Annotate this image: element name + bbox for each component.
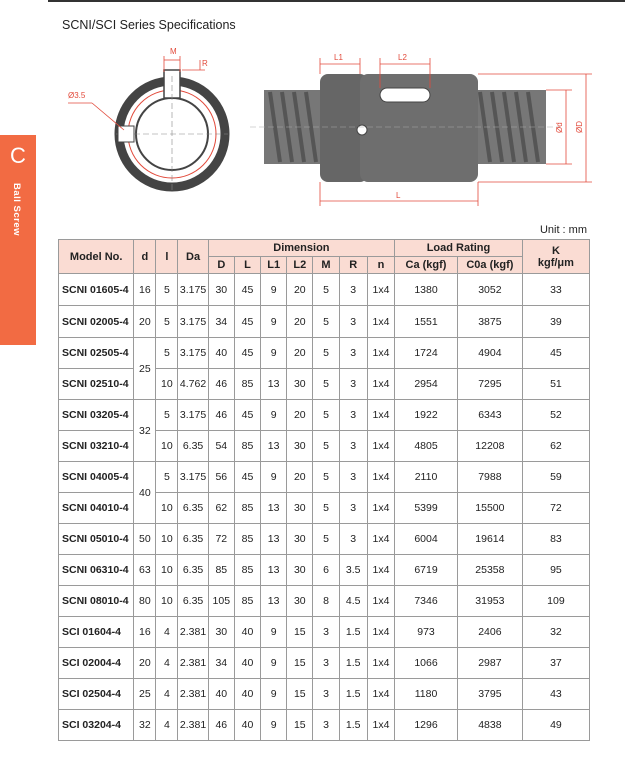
cell-da: 3.175 [178, 462, 208, 493]
cell-d: 16 [134, 617, 156, 648]
cell-l1: 13 [261, 524, 287, 555]
cell-r: 3 [339, 431, 367, 462]
cell-d: 40 [134, 462, 156, 524]
cell-d: 30 [208, 274, 234, 306]
cell-l2: 15 [287, 710, 313, 741]
cell-ca: 1922 [395, 400, 458, 431]
header-d: d [134, 240, 156, 274]
cell-model: SCNI 04010-4 [59, 493, 134, 524]
cell-model: SCI 02004-4 [59, 648, 134, 679]
cell-m: 5 [313, 524, 339, 555]
cell-ca: 5399 [395, 493, 458, 524]
cell-model: SCNI 01605-4 [59, 274, 134, 306]
table-row [59, 679, 590, 710]
header-dim-L2: L2 [287, 257, 313, 274]
cell-l2: 20 [287, 306, 313, 338]
cell-ca: 7346 [395, 586, 458, 617]
cell-da: 2.381 [178, 617, 208, 648]
cell-d: 85 [208, 555, 234, 586]
cell-da: 3.175 [178, 306, 208, 338]
cell-model: SCNI 03205-4 [59, 400, 134, 431]
cell-l1: 9 [261, 617, 287, 648]
cell-l: 5 [156, 338, 178, 369]
table-row [59, 462, 590, 493]
cell-m: 5 [313, 338, 339, 369]
label-l1: L1 [334, 53, 343, 62]
header-dim-M: M [313, 257, 339, 274]
cell-k: 52 [522, 400, 589, 431]
cell-model: SCNI 03210-4 [59, 431, 134, 462]
cell-da: 6.35 [178, 586, 208, 617]
header-dim-L1: L1 [261, 257, 287, 274]
cell-l: 10 [156, 431, 178, 462]
cell-d: 72 [208, 524, 234, 555]
cell-ca: 2954 [395, 369, 458, 400]
cell-l1: 13 [261, 431, 287, 462]
cell-model: SCI 02504-4 [59, 679, 134, 710]
cell-l2: 15 [287, 617, 313, 648]
cell-k: 51 [522, 369, 589, 400]
cell-l: 5 [156, 400, 178, 431]
cell-c0a: 2406 [457, 617, 522, 648]
cell-ca: 1724 [395, 338, 458, 369]
header-dim-n: n [367, 257, 394, 274]
table-row [59, 586, 590, 617]
cell-l2: 20 [287, 462, 313, 493]
header-load-rating: Load Rating [395, 240, 523, 257]
cell-k: 59 [522, 462, 589, 493]
cell-c0a: 31953 [457, 586, 522, 617]
header-l: l [156, 240, 178, 274]
cell-ca: 1296 [395, 710, 458, 741]
cell-c0a: 3795 [457, 679, 522, 710]
cell-c0a: 19614 [457, 524, 522, 555]
cell-da: 3.175 [178, 274, 208, 306]
cell-l2: 30 [287, 493, 313, 524]
header-da: Da [178, 240, 208, 274]
cell-d: 56 [208, 462, 234, 493]
cell-l1: 9 [261, 462, 287, 493]
cell-n: 1x4 [367, 493, 394, 524]
cell-m: 3 [313, 710, 339, 741]
label-r: R [202, 59, 208, 68]
cell-n: 1x4 [367, 586, 394, 617]
cell-c0a: 7295 [457, 369, 522, 400]
cell-l: 5 [156, 306, 178, 338]
cell-n: 1x4 [367, 400, 394, 431]
header-c0a: C0a (kgf) [457, 257, 522, 274]
cell-da: 6.35 [178, 524, 208, 555]
cell-l2: 30 [287, 524, 313, 555]
cell-l1: 9 [261, 400, 287, 431]
cell-l: 45 [234, 274, 260, 306]
cell-l2: 30 [287, 369, 313, 400]
cell-d: 46 [208, 369, 234, 400]
cell-r: 3 [339, 400, 367, 431]
cell-ca: 4805 [395, 431, 458, 462]
cell-d: 40 [208, 679, 234, 710]
cell-k: 43 [522, 679, 589, 710]
cell-k: 83 [522, 524, 589, 555]
cell-r: 4.5 [339, 586, 367, 617]
label-m: M [170, 47, 177, 56]
section-letter: C [10, 143, 26, 168]
cell-l1: 9 [261, 338, 287, 369]
table-row [59, 524, 590, 555]
section-label: Ball Screw [11, 183, 22, 237]
cell-da: 2.381 [178, 648, 208, 679]
cell-d: 20 [134, 648, 156, 679]
cell-k: 72 [522, 493, 589, 524]
table-row [59, 648, 590, 679]
cell-model: SCNI 02005-4 [59, 306, 134, 338]
table-row [59, 617, 590, 648]
cell-n: 1x4 [367, 462, 394, 493]
cell-n: 1x4 [367, 617, 394, 648]
cell-l: 10 [156, 586, 178, 617]
cell-r: 1.5 [339, 648, 367, 679]
cell-l: 85 [234, 493, 260, 524]
cell-d: 105 [208, 586, 234, 617]
cell-d: 30 [208, 617, 234, 648]
table-row [59, 555, 590, 586]
header-ca: Ca (kgf) [395, 257, 458, 274]
cell-c0a: 25358 [457, 555, 522, 586]
cell-k: 32 [522, 617, 589, 648]
side-view [250, 53, 592, 206]
cell-k: 45 [522, 338, 589, 369]
cell-l: 45 [234, 462, 260, 493]
cell-l: 40 [234, 679, 260, 710]
cell-l1: 13 [261, 555, 287, 586]
nut-drawing [0, 0, 625, 230]
cell-n: 1x4 [367, 274, 394, 306]
cell-model: SCNI 02505-4 [59, 338, 134, 369]
cell-model: SCNI 02510-4 [59, 369, 134, 400]
cell-k: 95 [522, 555, 589, 586]
cell-ca: 1180 [395, 679, 458, 710]
cell-n: 1x4 [367, 524, 394, 555]
cell-d: 50 [134, 524, 156, 555]
cell-model: SCI 01604-4 [59, 617, 134, 648]
cell-d: 80 [134, 586, 156, 617]
table-row [59, 306, 590, 338]
cell-model: SCNI 06310-4 [59, 555, 134, 586]
cell-l2: 20 [287, 274, 313, 306]
cell-r: 1.5 [339, 679, 367, 710]
cell-d: 25 [134, 338, 156, 400]
cell-l2: 30 [287, 555, 313, 586]
cell-c0a: 12208 [457, 431, 522, 462]
cell-d: 62 [208, 493, 234, 524]
cell-da: 2.381 [178, 710, 208, 741]
header-dim-L: L [234, 257, 260, 274]
cell-c0a: 2987 [457, 648, 522, 679]
header-dim-D: D [208, 257, 234, 274]
cell-r: 3 [339, 369, 367, 400]
cell-l: 85 [234, 369, 260, 400]
cell-c0a: 3052 [457, 274, 522, 306]
header-k-label: K [551, 244, 560, 257]
cell-l: 10 [156, 555, 178, 586]
cell-m: 5 [313, 431, 339, 462]
cell-c0a: 3875 [457, 306, 522, 338]
cell-l1: 9 [261, 306, 287, 338]
cell-l: 45 [234, 400, 260, 431]
cell-r: 3 [339, 274, 367, 306]
cell-n: 1x4 [367, 555, 394, 586]
cell-l: 45 [234, 306, 260, 338]
cell-n: 1x4 [367, 306, 394, 338]
cell-l1: 9 [261, 274, 287, 306]
cell-l: 10 [156, 524, 178, 555]
cell-ca: 973 [395, 617, 458, 648]
table-row [59, 274, 590, 306]
cell-m: 5 [313, 493, 339, 524]
cell-ca: 1551 [395, 306, 458, 338]
cell-l1: 9 [261, 648, 287, 679]
cell-da: 6.35 [178, 555, 208, 586]
header-k [522, 240, 589, 274]
cell-l2: 15 [287, 648, 313, 679]
table-row [59, 338, 590, 369]
label-dd: Ød [555, 122, 564, 133]
table-body [59, 274, 590, 741]
cell-d: 34 [208, 306, 234, 338]
cell-r: 3 [339, 493, 367, 524]
cell-l: 4 [156, 648, 178, 679]
cell-l: 85 [234, 524, 260, 555]
cell-l: 4 [156, 617, 178, 648]
header-dimension: Dimension [208, 240, 394, 257]
cell-l: 85 [234, 586, 260, 617]
cell-model: SCI 03204-4 [59, 710, 134, 741]
cell-l: 10 [156, 369, 178, 400]
table-row [59, 710, 590, 741]
cell-ca: 1066 [395, 648, 458, 679]
cell-m: 5 [313, 462, 339, 493]
cell-k: 37 [522, 648, 589, 679]
cell-d: 34 [208, 648, 234, 679]
cell-l1: 9 [261, 679, 287, 710]
cell-m: 3 [313, 679, 339, 710]
cell-l2: 20 [287, 400, 313, 431]
cell-r: 3 [339, 338, 367, 369]
cell-l1: 9 [261, 710, 287, 741]
cell-k: 39 [522, 306, 589, 338]
cell-m: 5 [313, 274, 339, 306]
cell-c0a: 6343 [457, 400, 522, 431]
label-l2: L2 [398, 53, 407, 62]
cell-l2: 30 [287, 431, 313, 462]
cell-m: 3 [313, 617, 339, 648]
cell-d: 16 [134, 274, 156, 306]
cell-k: 62 [522, 431, 589, 462]
cell-n: 1x4 [367, 648, 394, 679]
cell-n: 1x4 [367, 369, 394, 400]
cell-da: 3.175 [178, 338, 208, 369]
label-hole: Ø3.5 [68, 91, 86, 100]
cell-c0a: 4904 [457, 338, 522, 369]
cell-r: 1.5 [339, 617, 367, 648]
cell-m: 6 [313, 555, 339, 586]
cell-ca: 6004 [395, 524, 458, 555]
cell-n: 1x4 [367, 679, 394, 710]
cell-m: 8 [313, 586, 339, 617]
cell-l1: 13 [261, 493, 287, 524]
label-l: L [396, 191, 401, 200]
unit-label: Unit : mm [539, 224, 587, 236]
cell-l: 5 [156, 462, 178, 493]
cell-m: 5 [313, 400, 339, 431]
cell-m: 3 [313, 648, 339, 679]
cell-l: 5 [156, 274, 178, 306]
cell-l: 85 [234, 555, 260, 586]
cell-c0a: 4838 [457, 710, 522, 741]
cell-ca: 6719 [395, 555, 458, 586]
cell-k: 49 [522, 710, 589, 741]
cell-l: 85 [234, 431, 260, 462]
spec-table [58, 239, 590, 741]
cell-d: 46 [208, 710, 234, 741]
cell-model: SCNI 05010-4 [59, 524, 134, 555]
cell-m: 5 [313, 369, 339, 400]
cell-l2: 15 [287, 679, 313, 710]
cell-d: 46 [208, 400, 234, 431]
cell-d: 63 [134, 555, 156, 586]
cell-d: 25 [134, 679, 156, 710]
cell-k: 33 [522, 274, 589, 306]
cell-model: SCNI 08010-4 [59, 586, 134, 617]
page-title: SCNI/SCI Series Specifications [62, 18, 236, 32]
cell-l1: 13 [261, 369, 287, 400]
cell-ca: 1380 [395, 274, 458, 306]
cell-da: 2.381 [178, 679, 208, 710]
cell-l: 4 [156, 710, 178, 741]
cell-d: 54 [208, 431, 234, 462]
cell-m: 5 [313, 306, 339, 338]
cell-l: 40 [234, 648, 260, 679]
cell-r: 3.5 [339, 555, 367, 586]
cell-n: 1x4 [367, 431, 394, 462]
cell-da: 3.175 [178, 400, 208, 431]
cell-da: 6.35 [178, 431, 208, 462]
cell-l2: 30 [287, 586, 313, 617]
header-model: Model No. [59, 240, 134, 274]
cell-d: 40 [208, 338, 234, 369]
cell-model: SCNI 04005-4 [59, 462, 134, 493]
cell-l: 4 [156, 679, 178, 710]
cell-da: 6.35 [178, 493, 208, 524]
header-k-unit: kgf/μm [537, 256, 574, 269]
cell-da: 4.762 [178, 369, 208, 400]
cell-l: 10 [156, 493, 178, 524]
cell-n: 1x4 [367, 338, 394, 369]
cell-l: 45 [234, 338, 260, 369]
cell-l1: 13 [261, 586, 287, 617]
cell-n: 1x4 [367, 710, 394, 741]
cell-d: 20 [134, 306, 156, 338]
table-row [59, 400, 590, 431]
cell-d: 32 [134, 710, 156, 741]
cell-c0a: 7988 [457, 462, 522, 493]
cell-r: 3 [339, 462, 367, 493]
end-view [68, 47, 228, 192]
cell-ca: 2110 [395, 462, 458, 493]
cell-r: 1.5 [339, 710, 367, 741]
cell-r: 3 [339, 306, 367, 338]
cell-l: 40 [234, 710, 260, 741]
cell-l: 40 [234, 617, 260, 648]
cell-k: 109 [522, 586, 589, 617]
cell-d: 32 [134, 400, 156, 462]
label-dD: ØD [575, 121, 584, 133]
header-dim-R: R [339, 257, 367, 274]
cell-l2: 20 [287, 338, 313, 369]
cell-r: 3 [339, 524, 367, 555]
cell-c0a: 15500 [457, 493, 522, 524]
